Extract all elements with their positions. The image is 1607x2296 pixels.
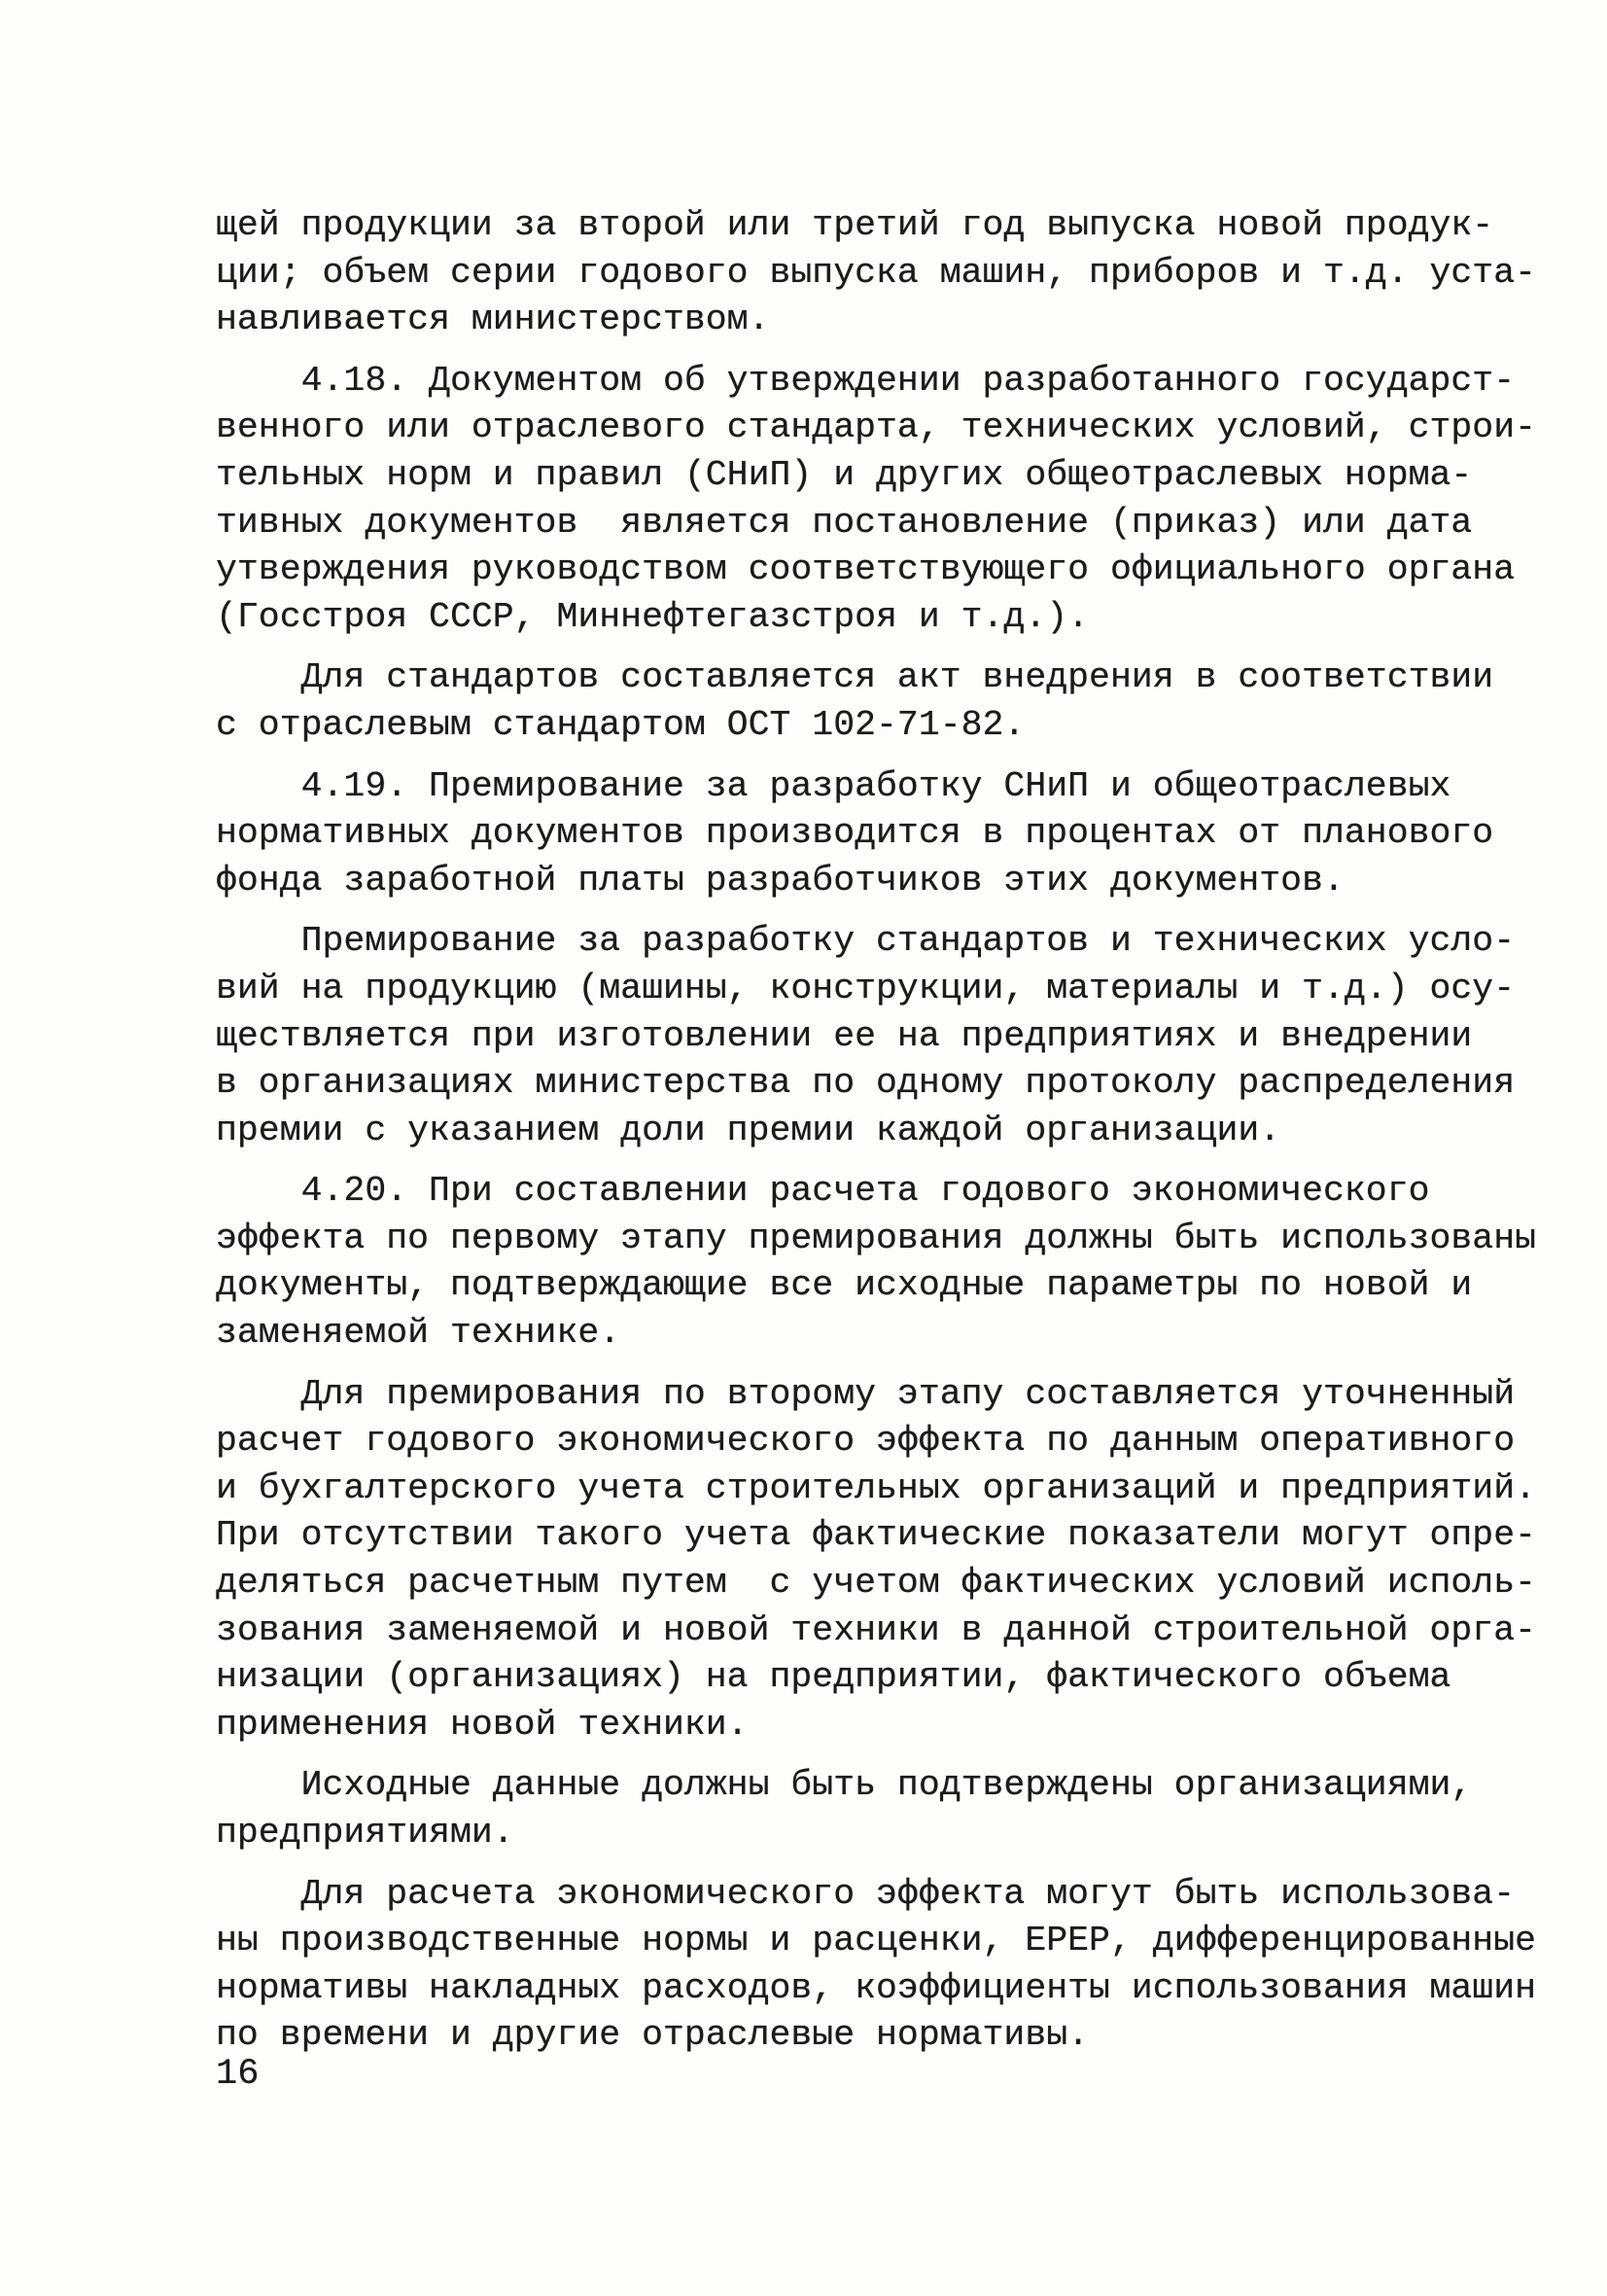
text-line: Премирование за разработку стандартов и технических усло- bbox=[216, 921, 1516, 962]
text-line: нормативных документов производится в процентах от планового bbox=[216, 813, 1494, 854]
paragraph-gap bbox=[216, 641, 1450, 654]
text-line: ны производственные нормы и расценки, ЕРЕР, дифференцированные bbox=[216, 1921, 1537, 1961]
text-line: эффекта по первому этапу премирования должны быть использованы bbox=[216, 1218, 1537, 1258]
paragraph-gap bbox=[216, 1748, 1450, 1762]
text-line: венного или отраслевого стандарта, технических условий, строи- bbox=[216, 407, 1537, 448]
paragraph bbox=[216, 918, 1516, 1154]
paragraph bbox=[216, 654, 1494, 749]
text-line: деляться расчетным путем с учетом фактических условий исполь- bbox=[216, 1563, 1537, 1604]
text-line: тивных документов является постановление (приказ) или дата bbox=[216, 502, 1473, 543]
paragraph-gap bbox=[216, 1154, 1450, 1168]
text-line: (Госстроя СССР, Миннефтегазстроя и т.д.). bbox=[216, 596, 1090, 637]
paragraph-gap bbox=[216, 344, 1450, 358]
text-line: 4.19. Премирование за разработку СНиП и общеотраслевых bbox=[216, 765, 1451, 806]
paragraph-gap bbox=[216, 904, 1450, 918]
page-number: 16 bbox=[216, 2054, 260, 2095]
text-line: Для премирования по второму этапу составляется уточненный bbox=[216, 1373, 1516, 1414]
paragraph-gap bbox=[216, 750, 1450, 763]
text-line: 4.20. При составлении расчета годового экономического bbox=[216, 1171, 1430, 1212]
paragraph-gap bbox=[216, 1358, 1450, 1371]
text-line: заменяемой технике. bbox=[216, 1313, 621, 1354]
paragraph bbox=[216, 763, 1494, 905]
text-line: и бухгалтерского учета строительных организаций и предприятий. bbox=[216, 1467, 1537, 1508]
text-line: зования заменяемой и новой техники в данной строительной орга- bbox=[216, 1609, 1537, 1650]
body-text bbox=[216, 202, 1537, 2060]
text-line: фонда заработной платы разработчиков этих документов. bbox=[216, 860, 1345, 901]
text-line: применения новой техники. bbox=[216, 1704, 749, 1745]
text-line: Для стандартов составляется акт внедрения в соответствии bbox=[216, 657, 1494, 698]
text-line: ции; объем серии годового выпуска машин, приборов и т.д. уста- bbox=[216, 252, 1537, 293]
paragraph bbox=[216, 358, 1537, 642]
paragraph bbox=[216, 1871, 1537, 2060]
text-line: При отсутствии такого учета фактические показатели могут опре- bbox=[216, 1515, 1537, 1556]
text-line: предприятиями. bbox=[216, 1813, 514, 1853]
paragraph bbox=[216, 1762, 1473, 1856]
text-line: низации (организациях) на предприятии, фактического объема bbox=[216, 1657, 1451, 1698]
text-line: Для расчета экономического эффекта могут быть использова- bbox=[216, 1873, 1516, 1914]
text-line: по времени и другие отраслевые нормативы. bbox=[216, 2015, 1090, 2056]
text-line: нормативы накладных расходов, коэффициенты использования машин bbox=[216, 1967, 1537, 2008]
text-line: вий на продукцию (машины, конструкции, материалы и т.д.) осу- bbox=[216, 968, 1516, 1008]
text-line: 4.18. Документом об утверждении разработанного государст- bbox=[216, 360, 1516, 401]
text-line: ществляется при изготовлении ее на предприятиях и внедрении bbox=[216, 1015, 1473, 1056]
paragraph-gap bbox=[216, 1857, 1450, 1871]
text-line: с отраслевым стандартом ОСТ 102-71-82. bbox=[216, 704, 1026, 745]
text-line: тельных норм и правил (СНиП) и других общеотраслевых норма- bbox=[216, 454, 1473, 495]
text-line: расчет годового экономического эффекта по данным оперативного bbox=[216, 1421, 1516, 1462]
paragraph bbox=[216, 1371, 1537, 1749]
paragraph bbox=[216, 202, 1537, 344]
paragraph bbox=[216, 1168, 1537, 1357]
text-line: щей продукции за второй или третий год выпуска новой продук- bbox=[216, 205, 1494, 245]
text-line: Исходные данные должны быть подтверждены организациями, bbox=[216, 1765, 1473, 1806]
text-line: премии с указанием доли премии каждой организации. bbox=[216, 1110, 1281, 1150]
text-line: утверждения руководством соответствующего официального органа bbox=[216, 549, 1516, 590]
text-line: в организациях министерства по одному протоколу распределения bbox=[216, 1063, 1516, 1104]
text-line: навливается министерством. bbox=[216, 300, 770, 340]
text-line: документы, подтверждающие все исходные параметры по новой и bbox=[216, 1265, 1473, 1306]
